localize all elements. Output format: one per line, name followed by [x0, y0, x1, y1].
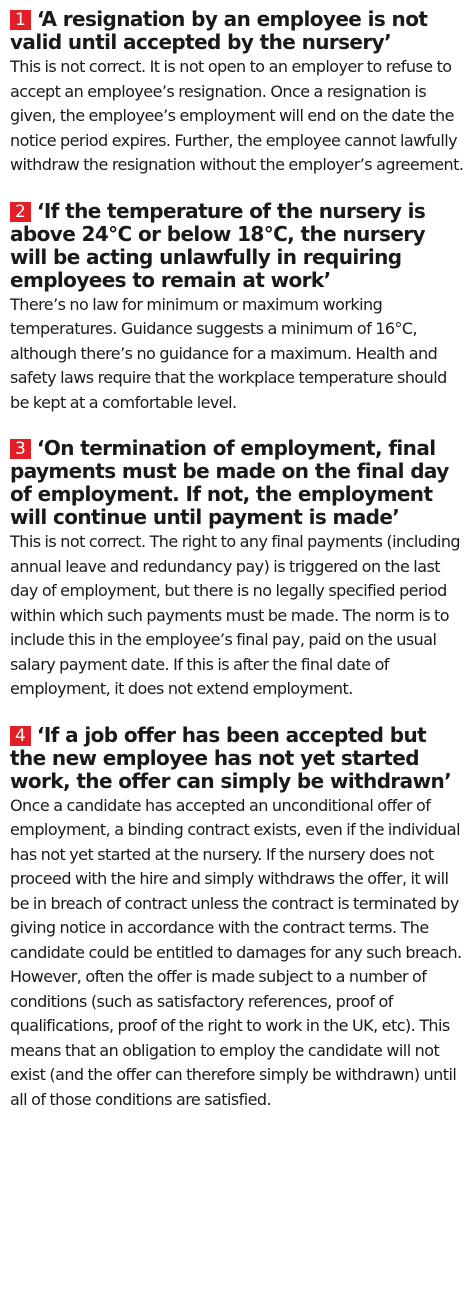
myth-answer: This is not correct. The right to any final payments (including annual leave and redundancy pay) is triggered on the last day of employment, but there is no legally specified period within which such payments must be made. The norm is to include this in the employee’s final pay, paid on the usual salary payment date. If this is after the final date of employment, it does not extend employment.	[10, 532, 461, 698]
myth-heading-text: ‘If a job offer has been accepted but the new employee has not yet started work, the offer can simply be withdrawn’	[10, 722, 452, 793]
item-number-badge: 4	[10, 726, 31, 746]
item-number-badge: 1	[10, 10, 31, 30]
myth-heading-text: ‘If the temperature of the nursery is above 24°C or below 18°C, the nursery will be acting unlawfully in requiring employees to remain at work’	[10, 198, 426, 292]
myth-heading	[10, 200, 464, 292]
myth-heading-text: ‘On termination of employment, final payments must be made on the final day of employment. If not, the employment will continue until payment is made’	[10, 436, 449, 529]
myth-heading	[10, 724, 464, 793]
myth-answer: This is not correct. It is not open to an employer to refuse to accept an employee’s resignation. Once a resignation is given, the employee’s employment will end on the date the notice period expires. Further, the employee cannot lawfully withdraw the resignation without the employer’s agreement.	[10, 57, 464, 174]
myth-item-3	[10, 437, 464, 702]
myth-answer: Once a candidate has accepted an unconditional offer of employment, a binding contract exists, even if the individual has not yet started at the nursery. If the nursery does not proceed with the hire and simply withdraws the offer, it will be in breach of contract unless the contract is terminated by giving notice in accordance with the contract terms. The candidate could be entitled to damages for any such breach. However, often the offer is made subject to a number of conditions (such as satisfactory references, proof of qualifications, proof of the right to work in the UK, etc). This means that an obligation to employ the candidate will not exist (and the offer can therefore simply be withdrawn) until all of those conditions are satisfied.	[10, 795, 462, 1109]
item-number-badge: 3	[10, 439, 31, 459]
myth-heading	[10, 8, 464, 54]
myth-heading-text: ‘A resignation by an employee is not valid until accepted by the nursery’	[10, 7, 428, 54]
myth-item-2	[10, 200, 464, 416]
myth-item-1	[10, 8, 464, 178]
myth-heading	[10, 437, 464, 529]
myth-item-4	[10, 724, 464, 1113]
myth-answer: There’s no law for minimum or maximum working temperatures. Guidance suggests a minimum of 16°C, although there’s no guidance for a maximum. Health and safety laws require that the workplace temperature should be kept at a comfortable level.	[10, 294, 447, 412]
item-number-badge: 2	[10, 202, 31, 222]
